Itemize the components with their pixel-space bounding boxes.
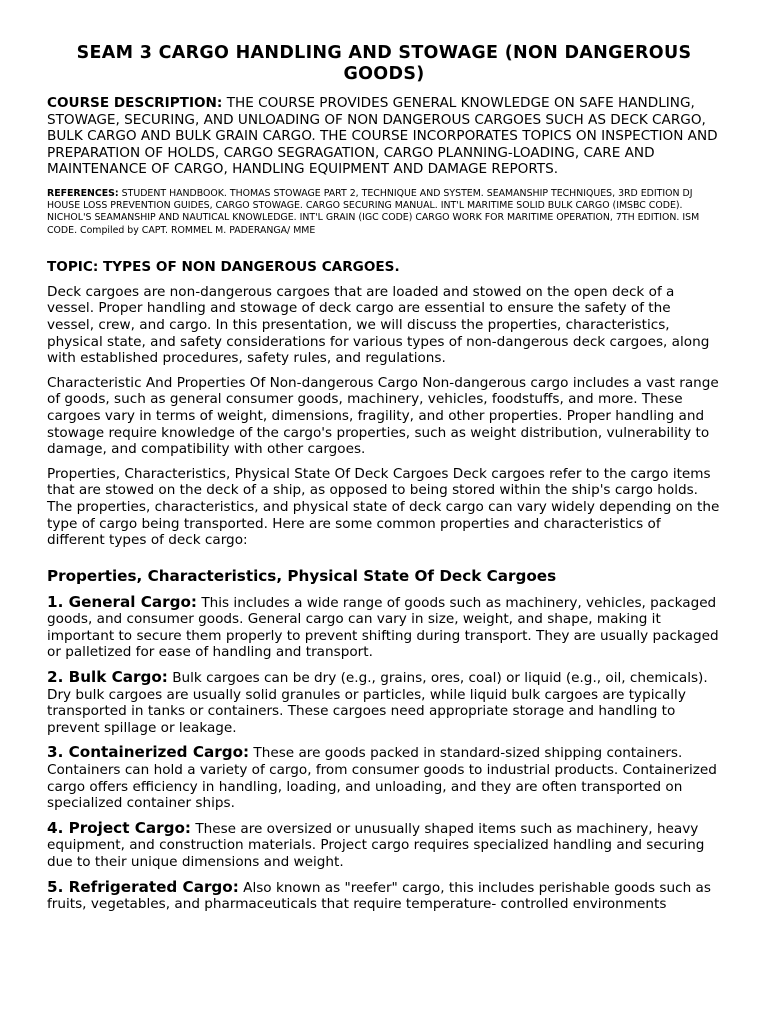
list-item: [47, 879, 721, 913]
list-item-text: Bulk cargoes can be dry (e.g., grains, ores, coal) or liquid (e.g., oil, chemicals). Dry bulk cargoes are usually solid granules or particles, while liquid bulk cargoes are typically transported in tanks or containers. These cargoes need appropriate storage and handling to prevent spillage or leakage.: [47, 670, 708, 736]
list-item-lead: 4. Project Cargo:: [47, 818, 191, 837]
list-item: [47, 669, 721, 736]
references: [47, 188, 721, 237]
course-description-label: COURSE DESCRIPTION:: [47, 95, 223, 111]
list-item: [47, 744, 721, 811]
topic-heading: TOPIC: TYPES OF NON DANGEROUS CARGOES.: [47, 258, 400, 275]
list-item-text: These are oversized or unusually shaped items such as machinery, heavy equipment, and construction materials. Project cargo requires specialized handling and securing due to their unique dimensions and weight.: [47, 820, 705, 870]
list-item-lead: 3. Containerized Cargo:: [47, 743, 250, 762]
paragraph: Deck cargoes are non-dangerous cargoes that are loaded and stowed on the open deck of a vessel. Proper handling and stowage of deck cargo are essential to ensure the safety of the vessel, crew, and cargo. In this presentation, we will discuss the properties, characteristics, physical state, and safety considerations for various types of non-dangerous deck cargoes, along with established procedures, safety rules, and regulations.: [47, 283, 710, 367]
list-item-lead: 5. Refrigerated Cargo:: [47, 877, 239, 896]
list-item-text: These are goods packed in standard-sized shipping containers. Containers can hold a variety of cargo, from consumer goods to industrial products. Containerized cargo offers efficiency in handling, loading, and unloading, and they are often transported on specialized container ships.: [47, 745, 717, 812]
document-title: SEAM 3 CARGO HANDLING AND STOWAGE (NON DANGEROUS GOODS): [76, 43, 692, 84]
course-description: [47, 95, 721, 178]
paragraph: Characteristic And Properties Of Non-dangerous Cargo Non-dangerous cargo includes a vast range of goods, such as general consumer goods, machinery, vehicles, foodstuffs, and more. These cargoes vary in terms of weight, dimensions, fragility, and other properties. Proper handling and stowage require knowledge of the cargo's properties, such as weight distribution, vulnerability to damage, and compatibility with other cargoes.: [47, 374, 719, 458]
paragraph: Properties, Characteristics, Physical State Of Deck Cargoes Deck cargoes refer to the cargo items that are stowed on the deck of a ship, as opposed to being stored within the ship's cargo holds. The properties, characteristics, and physical state of deck cargo can vary widely depending on the type of cargo being transported. Here are some common properties and characteristics of different types of deck cargo:: [47, 465, 720, 549]
list-item-text: This includes a wide range of goods such as machinery, vehicles, packaged goods, and consumer goods. General cargo can vary in size, weight, and shape, making it important to secure them properly to prevent shifting during transport. They are usually packaged or palletized for ease of handling and transport.: [47, 594, 719, 661]
list-item: [47, 594, 721, 661]
list-item: [47, 820, 721, 871]
references-label: REFERENCES:: [47, 187, 119, 199]
section-subheading: Properties, Characteristics, Physical State Of Deck Cargoes: [47, 566, 557, 585]
list-item-lead: 1. General Cargo:: [47, 592, 197, 611]
references-text: STUDENT HANDBOOK. THOMAS STOWAGE PART 2, TECHNIQUE AND SYSTEM. SEAMANSHIP TECHNIQUES, 3RD EDITION DJ HOUSE LOSS PREVENTION GUIDES, CARGO STOWAGE. CARGO SECURING MANUAL. INT'L MARITIME SOLID BULK CARGO (IMSBC CODE). NICHOL'S SEAMANSHIP AND NAUTICAL KNOWLEDGE. INT'L GRAIN (IGC CODE) CARGO WORK FOR MARITIME OPERATION, 7TH EDITION. ISM CODE. Compiled by CAPT. ROMMEL M. PADERANGA/ MME: [47, 187, 700, 236]
list-item-text: Also known as "reefer" cargo, this includes perishable goods such as fruits, vegetables, and pharmaceuticals that require temperature- controlled environments: [47, 879, 711, 913]
list-item-lead: 2. Bulk Cargo:: [47, 668, 168, 687]
course-description-text: THE COURSE PROVIDES GENERAL KNOWLEDGE ON SAFE HANDLING, STOWAGE, SECURING, AND UNLOADING OF NON DANGEROUS CARGOES SUCH AS DECK CARGO, BULK CARGO AND BULK GRAIN CARGO. THE COURSE INCORPORATES TOPICS ON INSPECTION AND PREPARATION OF HOLDS, CARGO SEGRAGATION, CARGO PLANNING-LOADING, CARE AND MAINTENANCE OF CARGO, HANDLING EQUIPMENT AND DAMAGE REPORTS.: [47, 95, 718, 178]
